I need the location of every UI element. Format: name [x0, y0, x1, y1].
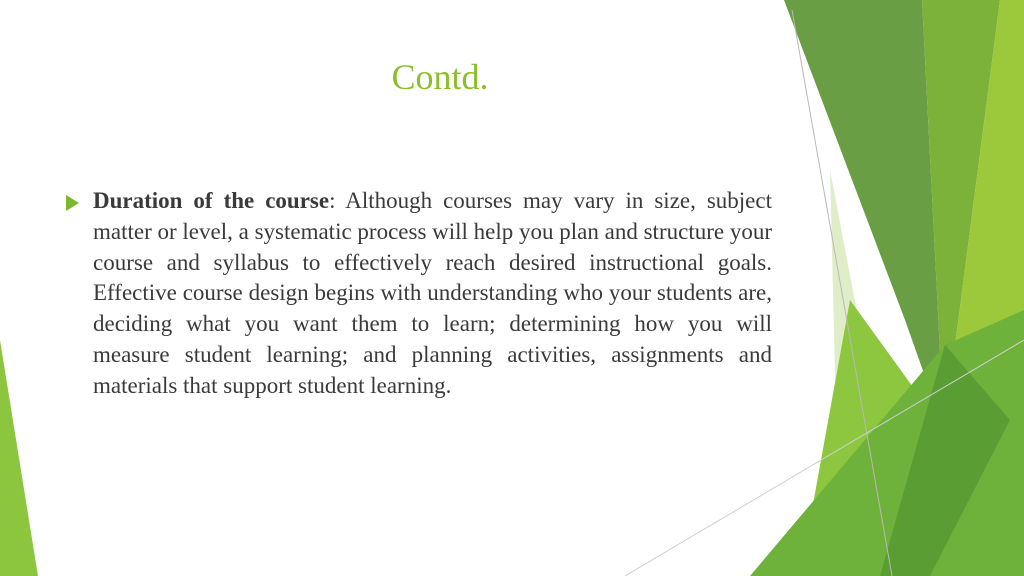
triangle-bullet-icon: [66, 195, 79, 211]
bullet-separator: :: [329, 188, 346, 213]
bullet-term: Duration of the course: [93, 188, 330, 213]
slide-title: Contd.: [391, 57, 489, 97]
left-edge-shape: [0, 340, 38, 576]
bullet-item: [66, 186, 807, 402]
bullet-body: Although courses may vary in size, subject matter or level, a systematic process will help you plan and structure your course and syllabus to effectively reach desired instructional goals. Effective course design begins with understanding who your students are, deciding what you want them to learn; determining how you will measure student learning; and planning activities, assignments and materials that support student learning.: [93, 188, 807, 398]
bullet-text: [93, 186, 807, 402]
